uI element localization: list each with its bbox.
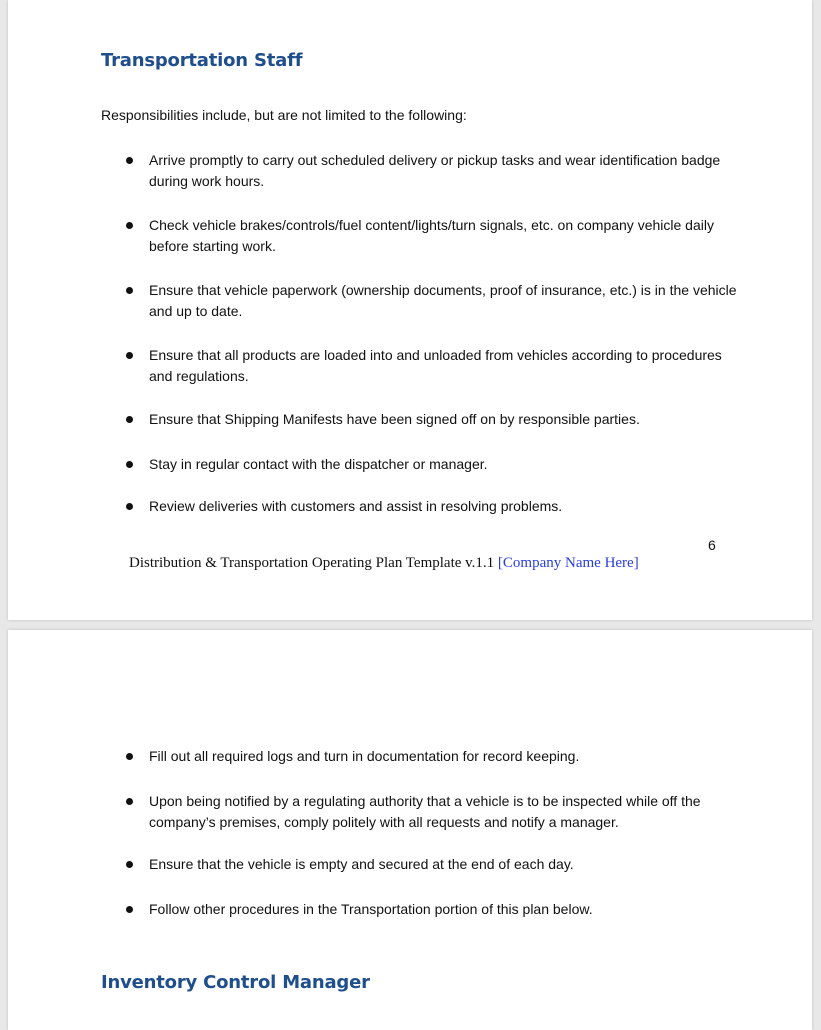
section-heading-inventory-control-manager: Inventory Control Manager xyxy=(101,972,370,993)
list-item: Ensure that vehicle paperwork (ownership documents, proof of insurance, etc.) is in the vehicle and up to date. xyxy=(101,280,741,322)
section-heading-transportation-staff: Transportation Staff xyxy=(101,50,303,71)
footer-title: Distribution & Transportation Operating Plan Template v.1.1 xyxy=(129,555,495,571)
bullet-icon xyxy=(126,157,133,164)
list-item: Ensure that Shipping Manifests have been signed off on by responsible parties. xyxy=(101,409,741,430)
bullet-icon xyxy=(126,861,133,868)
page-number: 6 xyxy=(708,537,716,553)
intro-text: Responsibilities include, but are not limited to the following: xyxy=(101,107,467,123)
page-footer xyxy=(129,555,639,572)
list-item: Upon being notified by a regulating authority that a vehicle is to be inspected while off the company’s premises, comply politely with all requests and notify a manager. xyxy=(101,791,741,833)
list-item: Ensure that all products are loaded into and unloaded from vehicles according to procedures and regulations. xyxy=(101,345,741,387)
list-item: Fill out all required logs and turn in documentation for record keeping. xyxy=(101,746,741,767)
bullet-icon xyxy=(126,461,133,468)
document-page-7 xyxy=(8,630,812,1030)
bullet-icon xyxy=(126,503,133,510)
bullet-icon xyxy=(126,222,133,229)
bullet-icon xyxy=(126,753,133,760)
footer-company-name: [Company Name Here] xyxy=(497,555,639,571)
list-item: Check vehicle brakes/controls/fuel content/lights/turn signals, etc. on company vehicle daily before starting work. xyxy=(101,215,741,257)
bullet-icon xyxy=(126,798,133,805)
list-item: Arrive promptly to carry out scheduled delivery or pickup tasks and wear identification badge during work hours. xyxy=(101,150,741,192)
bullet-icon xyxy=(126,906,133,913)
bullet-icon xyxy=(126,352,133,359)
list-item: Review deliveries with customers and assist in resolving problems. xyxy=(101,496,741,517)
bullet-icon xyxy=(126,416,133,423)
bullet-icon xyxy=(126,287,133,294)
list-item: Stay in regular contact with the dispatcher or manager. xyxy=(101,454,741,475)
document-page-6 xyxy=(8,0,812,620)
list-item: Ensure that the vehicle is empty and secured at the end of each day. xyxy=(101,854,741,875)
list-item: Follow other procedures in the Transportation portion of this plan below. xyxy=(101,899,741,920)
